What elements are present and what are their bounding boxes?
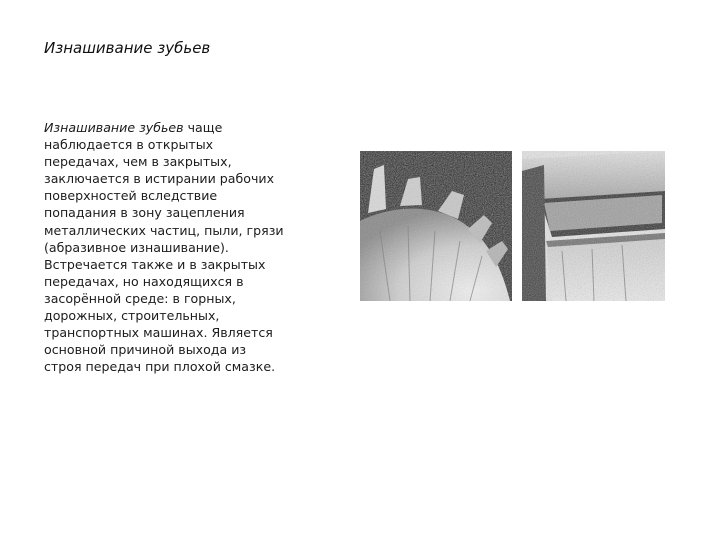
body-description: чаще наблюдается в открытых передачах, чем в закрытых, заключается в истирании рабочих поверхностей вследствие попадания в зону зацепления металлических частиц, пыли, грязи (абразивное изнашивание). Встречается также и в закрытых передачах, но находящихся в засорённой среде: в горных, дорожных, строительных, транспортных машинах. Является основной причиной выхода из строя передач при плохой смазке. xyxy=(44,120,284,375)
worn-gear-image xyxy=(360,151,512,301)
slide-title: Изнашивание зубьев xyxy=(44,39,211,57)
worn-teeth-image xyxy=(522,151,665,301)
slide-body-text xyxy=(44,119,284,375)
worn-teeth-closeup-photo xyxy=(522,151,665,301)
worn-gear-photo xyxy=(360,151,512,301)
body-lead-term: Изнашивание зубьев xyxy=(44,120,184,135)
